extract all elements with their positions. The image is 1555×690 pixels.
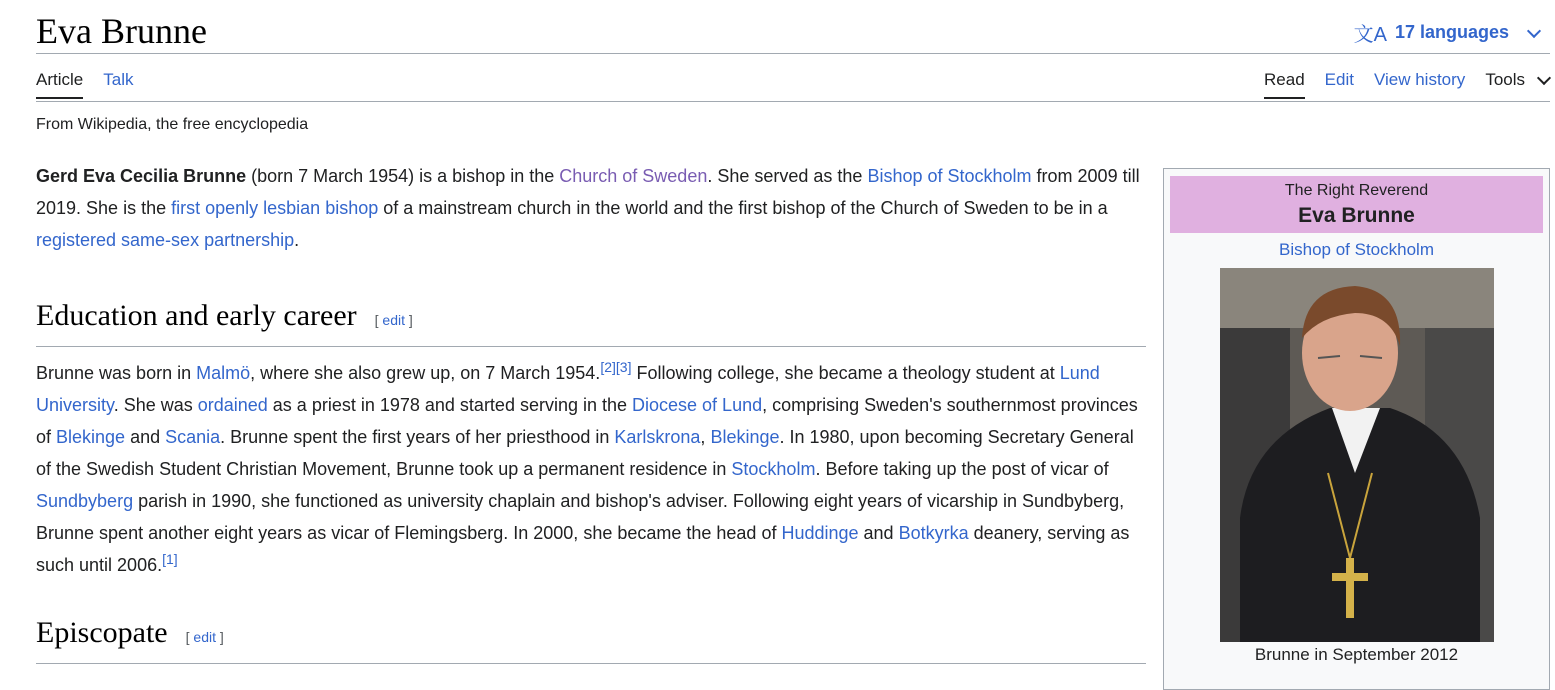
tabs-divider — [36, 101, 1550, 102]
chevron-down-icon — [1527, 23, 1541, 37]
link-scania[interactable]: Scania — [165, 427, 221, 447]
section-edit-link: [ edit ] — [374, 312, 413, 328]
translate-icon: 文A — [1353, 24, 1387, 46]
tab-view-history[interactable]: View history — [1373, 70, 1466, 89]
honorific: The Right Reverend — [1284, 182, 1429, 199]
link-karlskrona[interactable]: Karlskrona — [614, 427, 701, 447]
edit-section-button[interactable]: edit — [382, 312, 405, 328]
subject-name: Gerd Eva Cecilia Brunne — [36, 166, 247, 186]
photo-caption: Brunne in September 2012 — [1254, 645, 1459, 664]
link-diocese-of-lund[interactable]: Diocese of Lund — [632, 395, 763, 415]
namespace-tabs — [36, 70, 133, 99]
link-huddinge[interactable]: Huddinge — [781, 523, 859, 543]
link-stockholm[interactable]: Stockholm — [731, 459, 816, 479]
infobox-name: Eva Brunne — [1298, 204, 1415, 227]
tools-menu[interactable] — [1485, 70, 1549, 99]
view-tabs — [1264, 70, 1549, 99]
link-ordained[interactable]: ordained — [197, 395, 268, 415]
chevron-down-icon — [1537, 71, 1551, 85]
link-registered-partnership[interactable]: registered same-sex partnership — [36, 230, 295, 250]
edit-section-button[interactable]: edit — [193, 629, 216, 645]
education-paragraph: Brunne was born in Malmö, where she also grew up, on 7 March 1954.[2][3] Following college, she became a theology student at Lund University. She was ordained as a priest in 1978 and started serving in the Diocese of Lund, comprising Sweden's southernmost provinces of Blekinge and Scania. Brunne spent the first years of her priesthood in Karlskrona, Blekinge. In 1980, upon becoming Secretary General of the Swedish Student Christian Movement, Brunne took up a permanent residence in Stockholm. Before taking up the post of vicar of Sundbyberg parish in 1990, she functioned as university chaplain and bishop's adviser. Following eight years of vicarship in Sundbyberg, Brunne spent another eight years as vicar of Flemingsberg. In 2000, she became the head of Huddinge and Botkyrka deanery, serving as such until 2006.[1] — [36, 359, 1138, 575]
portrait-image — [1220, 268, 1494, 642]
link-botkyrka[interactable]: Botkyrka — [898, 523, 969, 543]
ref-link[interactable]: [3] — [615, 359, 632, 375]
tab-read[interactable]: Read — [1264, 70, 1305, 99]
tab-edit[interactable]: Edit — [1324, 70, 1354, 89]
tab-talk[interactable]: Talk — [103, 70, 134, 89]
section-edit-link: [ edit ] — [185, 629, 224, 645]
intro-paragraph: Gerd Eva Cecilia Brunne (born 7 March 1954) is a bishop in the Church of Sweden. She served as the Bishop of Stockholm from 2009 till 2019. She is the first openly lesbian bishop of a mainstream church in the world and the first bishop of the Church of Sweden to be in a registered same-sex partnership. — [36, 166, 1140, 250]
ref-link[interactable]: [2] — [600, 359, 616, 375]
portrait-photo[interactable] — [1220, 268, 1494, 642]
link-malmo[interactable]: Malmö — [196, 363, 251, 383]
tab-article[interactable]: Article — [36, 70, 83, 99]
infobox-office — [1164, 240, 1549, 260]
link-first-openly-lesbian-bishop[interactable]: first openly lesbian bishop — [171, 198, 379, 218]
link-blekinge[interactable]: Blekinge — [56, 427, 126, 447]
link-lund-university[interactable]: Lund University — [36, 363, 1100, 415]
infobox — [1163, 168, 1550, 690]
infobox-header — [1170, 176, 1543, 233]
link-blekinge[interactable]: Blekinge — [710, 427, 780, 447]
link-church-of-sweden[interactable]: Church of Sweden — [559, 166, 708, 186]
section-heading-education: Education and early career [ edit ] — [36, 296, 1146, 347]
tools-label: Tools — [1485, 70, 1525, 89]
page-title: Eva Brunne — [36, 11, 207, 51]
article-body — [36, 160, 1146, 664]
link-office[interactable]: Bishop of Stockholm — [1279, 240, 1434, 259]
languages-label: 17 languages — [1394, 22, 1509, 42]
title-divider — [36, 53, 1550, 54]
languages-button[interactable] — [1354, 18, 1539, 47]
site-tagline: From Wikipedia, the free encyclopedia — [36, 116, 309, 133]
link-bishop-of-stockholm[interactable]: Bishop of Stockholm — [867, 166, 1032, 186]
ref-link[interactable]: [1] — [162, 551, 178, 567]
section-heading-episcopate: Episcopate [ edit ] — [36, 613, 1146, 664]
link-sundbyberg[interactable]: Sundbyberg — [36, 491, 134, 511]
